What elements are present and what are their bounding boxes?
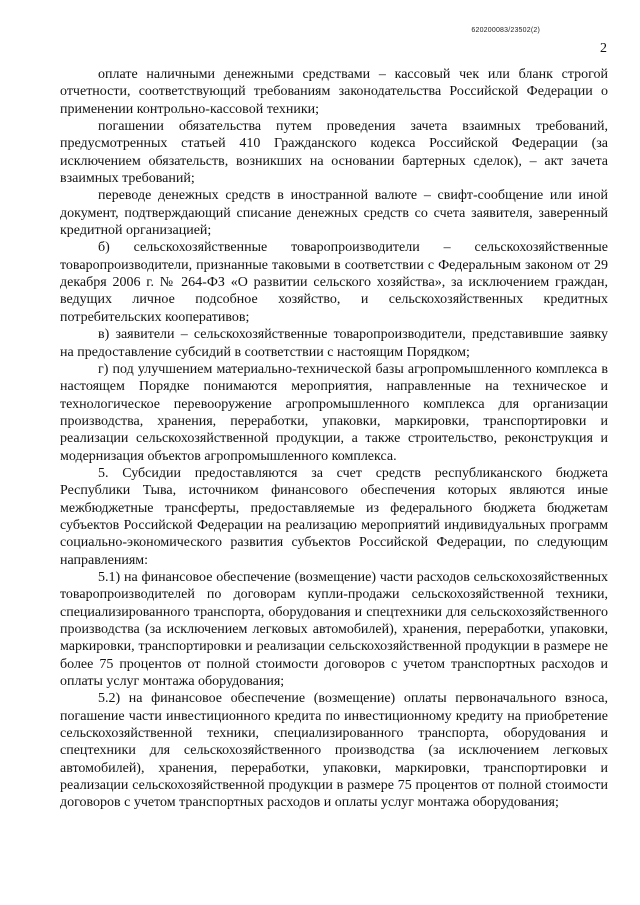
paragraph-section-5-2: 5.2) на финансовое обеспечение (возмещение) оплаты первоначального взноса, погашение части инвестиционного кредита по инвестиционному кредиту на приобретение сельскохозяйственной техники, специализированного транспорта, оборудования и спецтехники для сельскохозяйственного производства (за исключением легковых автомобилей), хранения, переработки, упаковки, маркировки, транспортировки и реализации сельскохозяйственной продукции в размере 75 процентов от полной стоимости договоров с учетом транспортных расходов и оплаты услуг монтажа оборудования; — [60, 691, 608, 811]
paragraph-definition-g: г) под улучшением материально-технической базы агропромышленного комплекса в настоящем Порядке понимаются мероприятия, направленные на техническое и технологическое перевооружение агропромышленного комплекса для организации производства, хранения, переработки, упаковки, маркировки, транспортировки и реализации сельскохозяйственной продукции, а также строительство, реконструкция и модернизация объектов агропромышленного комплекса. — [60, 361, 608, 464]
document-body — [60, 66, 608, 812]
paragraph-section-5-1: 5.1) на финансовое обеспечение (возмещение) части расходов сельскохозяйственных товаропроизводителей по договорам купли-продажи сельскохозяйственной техники, специализированного транспорта, оборудования и спецтехники для сельскохозяйственного производства (за исключением легковых автомобилей), хранения, переработки, упаковки, маркировки, транспортировки и реализации сельскохозяйственной продукции в размере не более 75 процентов от полной стоимости договоров с учетом транспортных расходов и оплаты услуг монтажа оборудования; — [60, 569, 608, 690]
paragraph-definition-v: в) заявители – сельскохозяйственные товаропроизводители, представившие заявку на предоставление субсидий в соответствии с настоящим Порядком; — [60, 327, 608, 360]
paragraph-section-5: 5. Субсидии предоставляются за счет средств республиканского бюджета Республики Тыва, источником финансового обеспечения которых являются иные межбюджетные трансферты, предоставляемые из федерального бюджета бюджетам субъектов Российской Федерации на реализацию мероприятий индивидуальных программ социально-экономического развития субъектов Российской Федерации, по следующим направлениям: — [60, 465, 608, 568]
document-code: 620200083/23502(2) — [471, 27, 540, 34]
page-number: 2 — [600, 41, 607, 56]
paragraph-offset-claims: погашении обязательства путем проведения зачета взаимных требований, предусмотренных статьей 410 Гражданского кодекса Российской Федерации (за исключением обязательств, возникших на основании бартерных сделок), – акт зачета взаимных требований; — [60, 119, 608, 187]
paragraph-definition-b: б) сельскохозяйственные товаропроизводители – сельскохозяйственные товаропроизводители, признанные таковыми в соответствии с Федеральным законом от 29 декабря 2006 г. № 264-ФЗ «О развитии сельского хозяйства», за исключением граждан, ведущих личное подсобное хозяйство, и сельскохозяйственных кредитных потребительских кооперативов; — [60, 240, 608, 325]
paragraph-foreign-currency: переводе денежных средств в иностранной валюте – свифт-сообщение или иной документ, подтверждающий списание денежных средств со счета заявителя, заверенный кредитной организацией; — [60, 188, 608, 239]
paragraph-cash-payment: оплате наличными денежными средствами – кассовый чек или бланк строгой отчетности, соответствующий требованиям законодательства Российской Федерации о применении контрольно-кассовой техники; — [60, 67, 608, 117]
